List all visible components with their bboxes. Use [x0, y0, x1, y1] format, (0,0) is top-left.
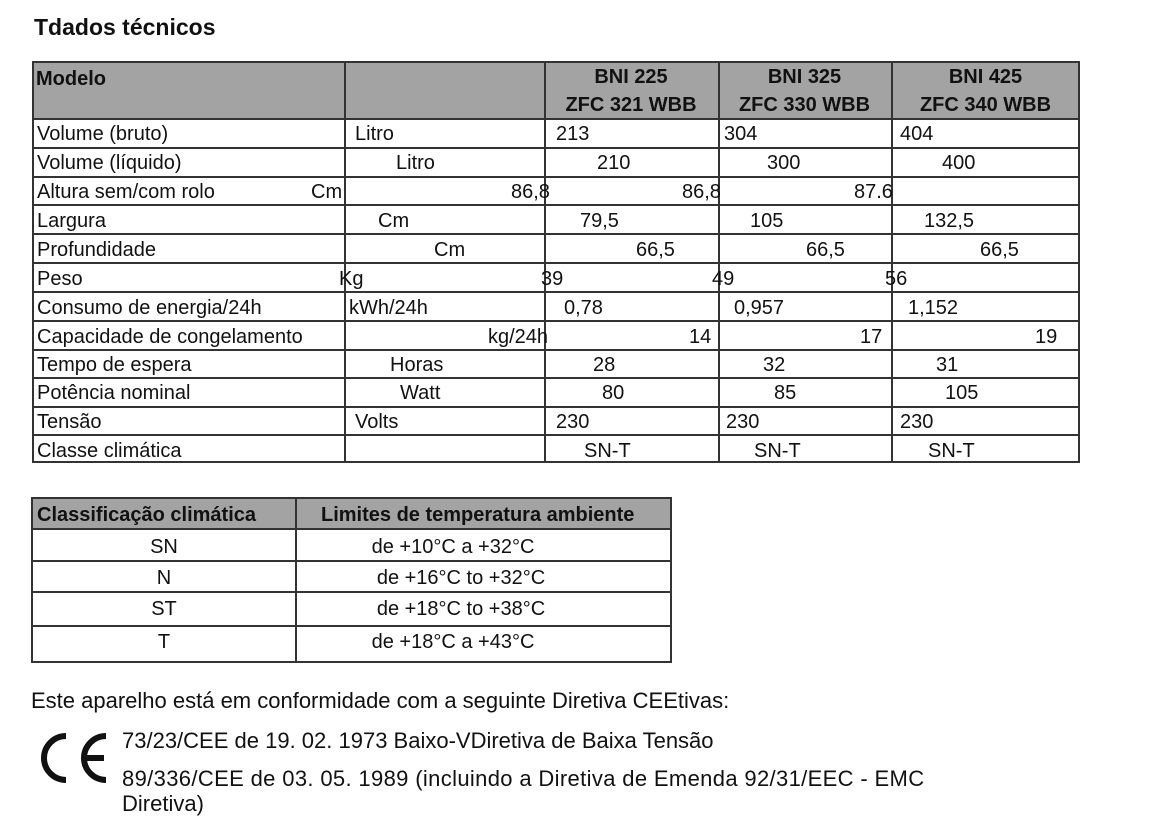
row-unit: Cm [378, 210, 410, 232]
directive-1: 73/23/CEE de 19. 02. 1973 Baixo-VDiretiva de Baixa Tensão [122, 728, 714, 753]
row-value: 85 [774, 382, 797, 404]
temperature-range: de +18°C a +43°C [371, 631, 535, 653]
row-unit: Horas [390, 354, 444, 376]
row-divider [34, 204, 1078, 206]
row-divider [34, 377, 1078, 379]
row-value: SN-T [928, 440, 975, 462]
climate-class: T [157, 631, 171, 653]
row-unit: Cm [434, 239, 466, 261]
row-label: Consumo de energia/24h [37, 297, 262, 319]
row-value: 230 [726, 411, 760, 433]
row-divider [34, 349, 1078, 351]
row-divider [34, 147, 1078, 149]
row-value: SN-T [754, 440, 801, 462]
row-label: Potência nominal [37, 382, 191, 404]
climate-class: ST [151, 598, 177, 620]
header-temperature-limits: Limites de temperatura ambiente [321, 504, 635, 526]
row-value: 0,78 [564, 297, 603, 319]
row-unit: kg/24h [488, 326, 549, 348]
header-model-1-line1: BNI 225 [594, 66, 668, 88]
row-unit: Volts [355, 411, 399, 433]
row-divider [34, 434, 1078, 436]
temperature-range: de +16°C to +32°C [376, 567, 546, 589]
row-value: 300 [767, 152, 801, 174]
row-value: 0,957 [734, 297, 785, 319]
row-value: 213 [556, 123, 590, 145]
ce-mark-icon [30, 730, 114, 786]
row-value: 230 [556, 411, 590, 433]
row-value: 80 [602, 382, 625, 404]
row-label: Volume (líquido) [37, 152, 182, 174]
row-unit: Litro [355, 123, 394, 145]
row-divider [34, 176, 1078, 178]
row-unit: Cm [311, 181, 343, 203]
row-value: 49 [712, 268, 735, 290]
row-label: Profundidade [37, 239, 156, 261]
row-unit: Litro [396, 152, 435, 174]
temperature-range: de +18°C to +38°C [376, 598, 546, 620]
row-value: 404 [900, 123, 934, 145]
technical-data-table [32, 61, 1080, 463]
row-value: 86,8 [511, 181, 550, 203]
row-value: 14 [689, 326, 712, 348]
row-divider [33, 560, 670, 562]
row-label: Tempo de espera [37, 354, 192, 376]
row-value: 31 [936, 354, 959, 376]
temperature-range: de +10°C a +32°C [371, 536, 535, 558]
header-model-3-line1: BNI 425 [948, 66, 1023, 88]
row-divider [33, 528, 670, 530]
row-value: 56 [885, 268, 908, 290]
row-value: 105 [945, 382, 979, 404]
row-label: Peso [37, 268, 83, 290]
climate-class: SN [150, 536, 178, 558]
row-value: 32 [763, 354, 786, 376]
row-divider [34, 320, 1078, 322]
row-label: Altura sem/com rolo [37, 181, 215, 203]
row-value: SN-T [584, 440, 631, 462]
row-label: Tensão [37, 411, 102, 433]
row-divider [34, 262, 1078, 264]
row-value: 132,5 [924, 210, 975, 232]
row-unit: Watt [400, 382, 441, 404]
row-value: 87.6 [854, 181, 893, 203]
row-label: Volume (bruto) [37, 123, 169, 145]
row-value: 79,5 [580, 210, 619, 232]
row-value: 304 [724, 123, 758, 145]
row-divider [33, 625, 670, 627]
page-title: Tdados técnicos [34, 14, 216, 40]
row-value: 66,5 [636, 239, 675, 261]
row-value: 19 [1035, 326, 1058, 348]
row-value: 66,5 [806, 239, 845, 261]
row-label: Largura [37, 210, 106, 232]
row-value: 105 [750, 210, 784, 232]
row-divider [34, 406, 1078, 408]
row-unit: kWh/24h [349, 297, 428, 319]
header-climate-class: Classificação climática [37, 504, 257, 526]
row-value: 28 [593, 354, 616, 376]
row-unit: Kg [339, 268, 364, 290]
row-value: 230 [900, 411, 934, 433]
header-model-2-line2: ZFC 330 WBB [738, 94, 871, 116]
row-value: 39 [541, 268, 564, 290]
row-value: 66,5 [980, 239, 1019, 261]
directive-2: 89/336/CEE de 03. 05. 1989 (incluindo a Diretiva de Emenda 92/31/EEC - EMC [122, 766, 925, 791]
conformity-statement: Este aparelho está em conformidade com a seguinte Diretiva CEEtivas: [31, 688, 730, 713]
row-value: 400 [942, 152, 976, 174]
header-model-3-line2: ZFC 340 WBB [919, 94, 1052, 116]
directive-2-continued: Diretiva) [122, 791, 204, 816]
row-value: 86,8 [682, 181, 721, 203]
header-modelo: Modelo [36, 68, 106, 90]
row-value: 17 [860, 326, 883, 348]
row-label: Classe climática [37, 440, 182, 462]
row-divider [34, 291, 1078, 293]
row-label: Capacidade de congelamento [37, 326, 303, 348]
row-value: 1,152 [908, 297, 959, 319]
row-divider [33, 591, 670, 593]
climate-class: N [156, 567, 172, 589]
climate-class-table [31, 497, 672, 663]
row-divider [34, 233, 1078, 235]
header-model-1-line2: ZFC 321 WBB [565, 94, 697, 116]
header-model-2-line1: BNI 325 [767, 66, 842, 88]
row-value: 210 [597, 152, 631, 174]
